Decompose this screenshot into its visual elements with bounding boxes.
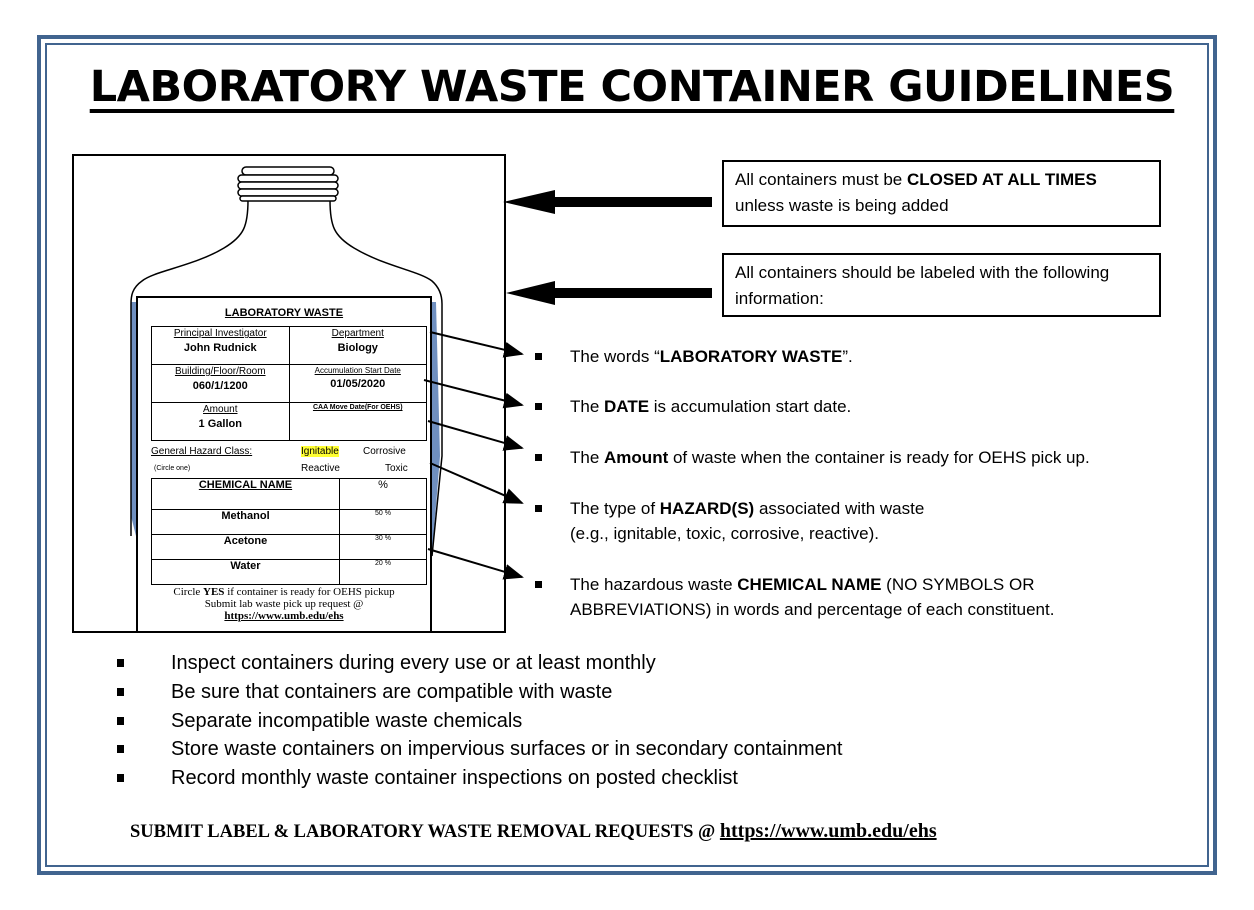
- building-value: 060/1/1200: [192, 380, 248, 392]
- bullet-icon: [117, 774, 124, 782]
- bullet-icon: [117, 745, 124, 753]
- department-value: Biology: [337, 342, 378, 354]
- chemical-percent: 30 %: [340, 535, 427, 560]
- big-arrow-icon: [506, 281, 712, 305]
- department-label: Department: [331, 328, 384, 339]
- percent-header: %: [340, 479, 427, 510]
- page-footer: SUBMIT LABEL & LABORATORY WASTE REMOVAL REQUESTS @ https://www.umb.edu/ehs: [130, 820, 937, 842]
- bullet-icon: [117, 688, 124, 696]
- chemical-name: Acetone: [152, 535, 340, 560]
- hazard-option-toxic: Toxic: [385, 463, 408, 474]
- start-date-label: Accumulation Start Date: [314, 366, 401, 375]
- callout-closed-containers: All containers must be CLOSED AT ALL TIMES unless waste is being added: [722, 160, 1161, 227]
- page-title: LABORATORY WASTE CONTAINER GUIDELINES: [89, 62, 1175, 112]
- chemical-name: Methanol: [152, 510, 340, 535]
- callout-label-info: All containers should be labeled with the following information:: [722, 253, 1161, 317]
- footer-link[interactable]: https://www.umb.edu/ehs: [719, 820, 937, 842]
- hazard-circle-note: (Circle one): [154, 465, 191, 472]
- big-arrow-icon: [503, 190, 712, 214]
- bullet-icon: [535, 505, 542, 512]
- amount-label: Amount: [203, 404, 238, 415]
- bullet-icon: [117, 717, 124, 725]
- label-footer-line1: Circle YES if container is ready for OEHS pickup: [173, 586, 395, 598]
- hazard-option-corrosive: Corrosive: [363, 446, 406, 457]
- caa-move-date-label: CAA Move Date(For OEHS): [312, 404, 403, 411]
- bullet-icon: [535, 454, 542, 461]
- chemical-percent: 20 %: [340, 560, 427, 585]
- bullet-icon: [535, 581, 542, 588]
- label-footer-link[interactable]: https://www.umb.edu/ehs: [224, 610, 344, 622]
- bullet-icon: [535, 403, 542, 410]
- bullet-icon: [117, 659, 124, 667]
- chemical-name-header: CHEMICAL NAME: [152, 479, 340, 510]
- label-title: LABORATORY WASTE: [224, 307, 344, 319]
- label-footer-line2: Submit lab waste pick up request @: [204, 598, 364, 610]
- hazard-class-label: General Hazard Class:: [151, 446, 253, 457]
- chemical-name: Water: [152, 560, 340, 585]
- building-label: Building/Floor/Room: [174, 366, 266, 377]
- bullet-icon: [535, 353, 542, 360]
- chemical-percent: 50 %: [340, 510, 427, 535]
- start-date-value: 01/05/2020: [330, 378, 386, 390]
- pi-label: Principal Investigator: [173, 328, 267, 339]
- amount-value: 1 Gallon: [198, 418, 242, 430]
- hazard-option-reactive: Reactive: [301, 463, 340, 474]
- pi-value: John Rudnick: [183, 342, 257, 354]
- hazard-option-ignitable: Ignitable: [301, 446, 339, 457]
